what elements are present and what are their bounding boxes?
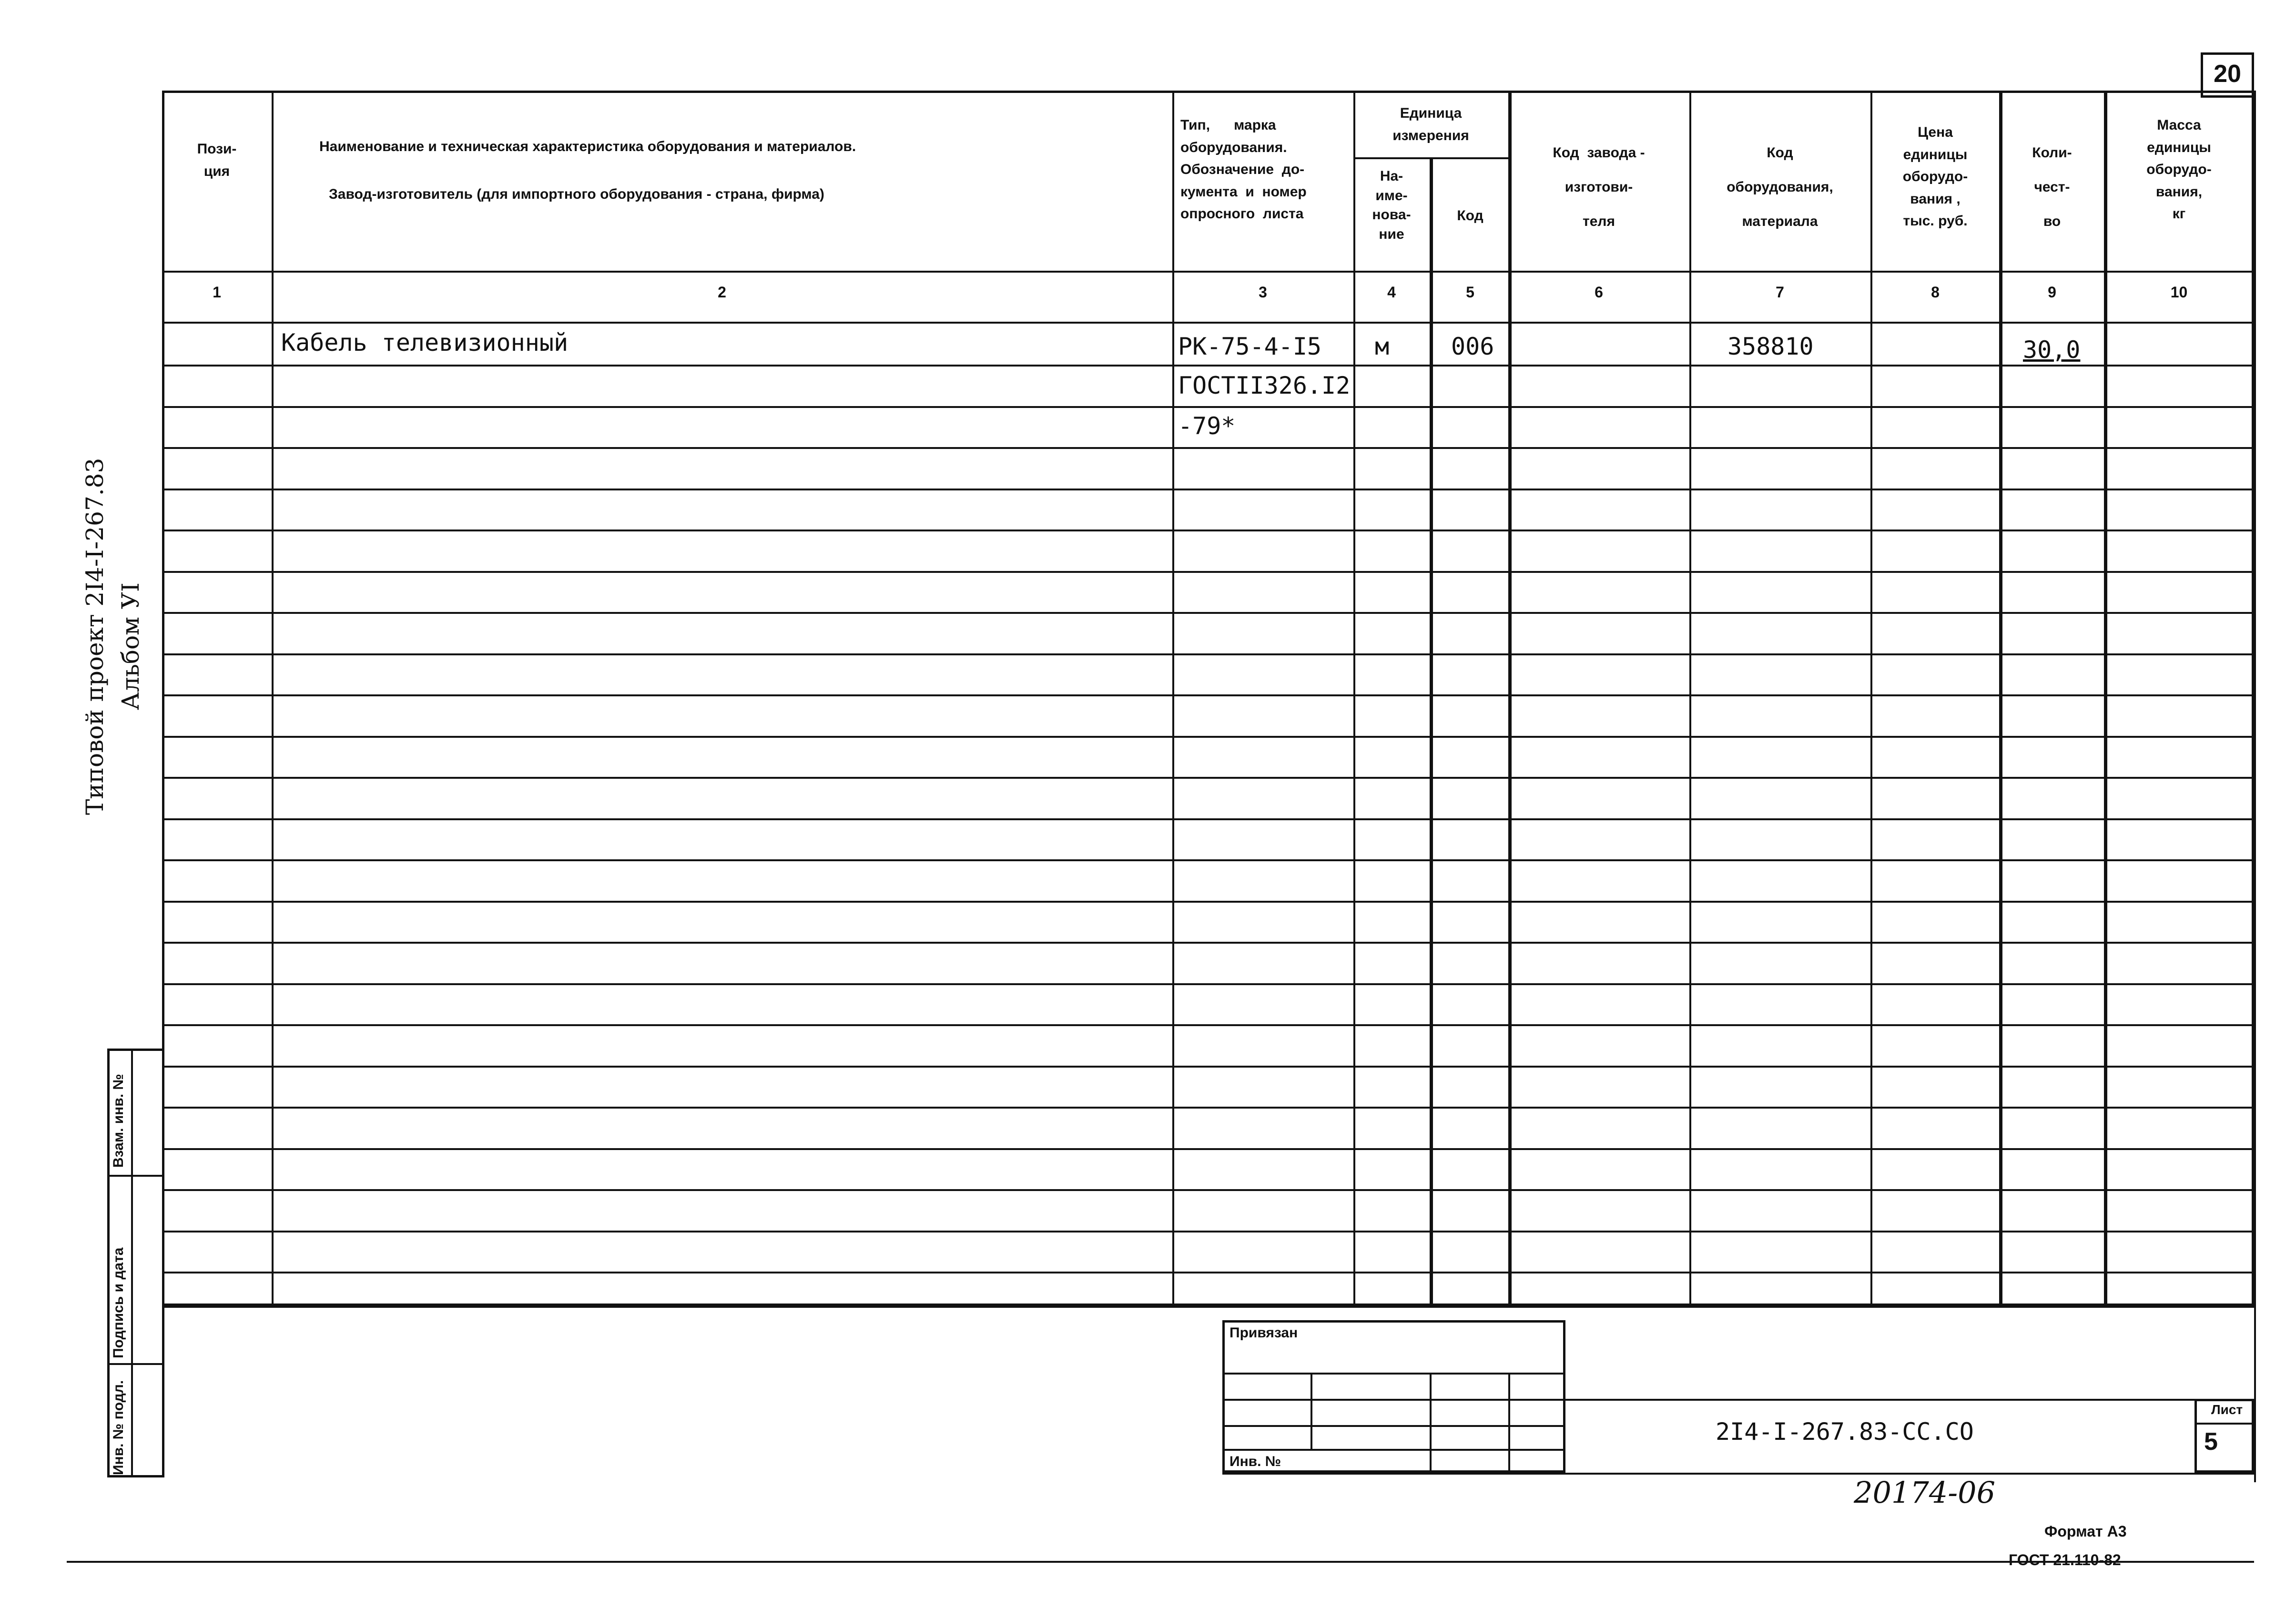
row-1-name: Кабель телевизионный	[281, 329, 569, 356]
col-number-7: 7	[1776, 284, 1784, 301]
header-quantity: Коли- чест- во	[2032, 145, 2072, 229]
col-number-5: 5	[1466, 284, 1474, 301]
header-material-code: Код оборудования, материала	[1727, 145, 1833, 229]
sheet-number: 5	[2204, 1428, 2218, 1456]
header-unit-code: Код	[1457, 208, 1483, 224]
row-line	[162, 1189, 2254, 1191]
col-line-7	[1870, 91, 1872, 1306]
row-1-material-code: 358810	[1727, 333, 1814, 360]
header-maker-code: Код завода - изготови- теля	[1553, 145, 1645, 229]
row-line	[162, 901, 2254, 903]
row-3-type: -79*	[1178, 412, 1236, 440]
row-line	[162, 1107, 2254, 1109]
header-price: Цена единицы оборудо- вания , тыс. руб.	[1902, 124, 1968, 229]
left-strip-line-2	[107, 1363, 164, 1365]
side-title-line1: Типовой проект 2I4-I-267.83	[81, 458, 109, 815]
col-line-5	[1508, 91, 1512, 1306]
row-line	[162, 489, 2254, 490]
row-line	[162, 612, 2254, 614]
spec-table	[162, 91, 2254, 1306]
row-line	[162, 365, 2254, 367]
col-line-1	[272, 91, 274, 1306]
podpis-data-label: Подпись и дата	[111, 1247, 126, 1358]
header-position: Пози- ция	[197, 141, 237, 179]
col-number-10: 10	[2170, 284, 2188, 301]
row-line	[162, 818, 2254, 820]
row-line	[162, 406, 2254, 408]
bound-line-3	[1222, 1425, 1565, 1427]
bottom-border	[67, 1561, 2254, 1563]
col-number-8: 8	[1931, 284, 1940, 301]
column-numbers-line	[162, 322, 2254, 324]
vzam-inv-label: Взам. инв. №	[111, 1074, 126, 1168]
bound-line-1	[1222, 1373, 1565, 1375]
row-1-quantity: 30,0	[2023, 336, 2081, 364]
handwritten-number: 20174-06	[1854, 1475, 1996, 1510]
col-line-3	[1353, 91, 1355, 1306]
inv-podl-label: Инв. № подл.	[111, 1380, 126, 1475]
row-line	[162, 571, 2254, 573]
row-line	[162, 1231, 2254, 1232]
row-line	[162, 530, 2254, 531]
bound-line-4	[1222, 1449, 1565, 1451]
col-number-1: 1	[213, 284, 221, 301]
row-line	[162, 1148, 2254, 1150]
row-1-unit-code: 006	[1451, 333, 1494, 360]
bound-col-1	[1311, 1373, 1312, 1449]
row-line	[162, 942, 2254, 944]
title-block-bottom	[1222, 1473, 2254, 1475]
row-line	[162, 1272, 2254, 1273]
col-line-9	[2104, 91, 2107, 1306]
row-line	[162, 1066, 2254, 1068]
format-label: Формат А3	[2044, 1523, 2127, 1540]
col-number-3: 3	[1259, 284, 1267, 301]
side-title-line2: Альбом УI	[117, 582, 144, 710]
row-line	[162, 736, 2254, 738]
col-number-2: 2	[718, 284, 726, 301]
col-line-8	[1999, 91, 2002, 1306]
left-strip-line-1	[107, 1175, 164, 1177]
sheet-label: Лист	[2211, 1402, 2243, 1417]
stamp-top-line	[162, 1306, 2254, 1308]
unit-group-divider	[1353, 157, 1508, 159]
col-number-6: 6	[1595, 284, 1603, 301]
inv-label: Инв. №	[1229, 1454, 1281, 1469]
row-line	[162, 653, 2254, 655]
col-line-2	[1172, 91, 1174, 1306]
right-border	[2254, 91, 2256, 1482]
col-line-6	[1689, 91, 1691, 1306]
header-unit-group: Единица измерения	[1392, 105, 1469, 143]
bound-col-2	[1430, 1373, 1432, 1473]
document-code: 2I4-I-267.83-СС.СО	[1716, 1418, 1974, 1446]
header-type: Тип, марка оборудования. Обозначение до- кумента и номер опросного листа	[1180, 117, 1307, 222]
header-name-line1: Наименование и техническая характеристика оборудования и материалов.	[319, 139, 856, 154]
bound-line-2	[1222, 1399, 1565, 1401]
col-number-9: 9	[2048, 284, 2056, 301]
col-line-4	[1430, 157, 1433, 1306]
row-line	[162, 1024, 2254, 1026]
row-line	[162, 447, 2254, 449]
row-1-unit: м	[1375, 333, 1390, 360]
bound-label: Привязан	[1229, 1325, 1298, 1341]
left-strip-divider	[131, 1049, 133, 1477]
title-block-top	[1565, 1399, 2254, 1401]
row-line	[162, 694, 2254, 696]
header-bottom-line	[162, 271, 2254, 273]
col-number-4: 4	[1387, 284, 1396, 301]
format-gost: ГОСТ 21.110-82	[2009, 1551, 2121, 1568]
row-2-type: ГОСТII326.I2	[1178, 372, 1351, 399]
bound-col-3	[1508, 1373, 1510, 1473]
sheet-corner-number: 20	[2214, 60, 2241, 88]
row-line	[162, 859, 2254, 861]
row-line	[162, 983, 2254, 985]
sheet-number-divider	[2194, 1423, 2254, 1425]
header-unit-name: На- име- нова- ние	[1372, 168, 1411, 242]
row-1-type: РК-75-4-I5	[1178, 333, 1322, 360]
row-line	[162, 777, 2254, 779]
header-name-line2: Завод-изготовитель (для импортного оборудования - страна, фирма)	[329, 186, 824, 202]
header-mass: Масса единицы оборудо- вания, кг	[2146, 117, 2212, 222]
